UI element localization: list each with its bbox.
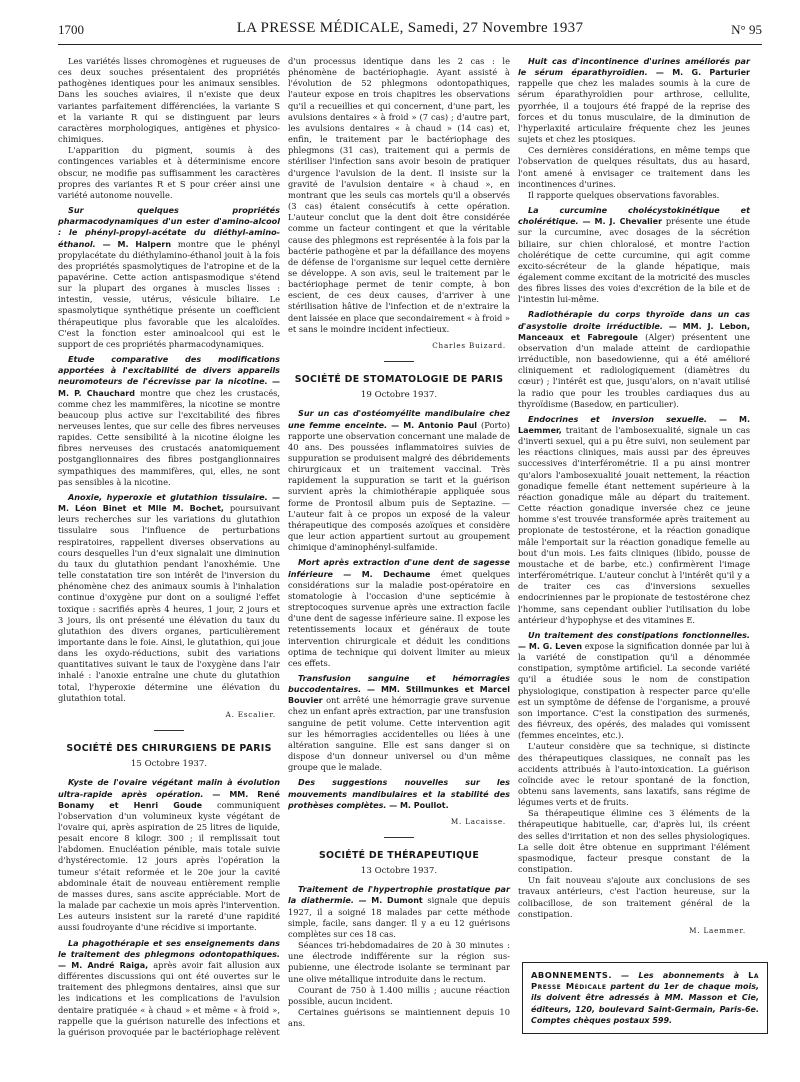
article-title: Anoxie, hyperoxie et glutathion tissulaire.	[68, 491, 268, 502]
article-title: Sur quelques propriétés pharmacodynamiques d'un ester d'amino-alcool : le phényl-propyl-acétate du diéthyl-amino-éthanol.	[58, 205, 280, 249]
article-halpern	[58, 205, 280, 350]
divider	[154, 730, 184, 731]
divider	[384, 361, 414, 362]
article-author: — M. J. Chevalier	[582, 217, 663, 227]
paragraph: Ces dernières considérations, en même temps que l'observation de quelques résultats, dus au hasard, l'ont amené à envisager ce traitement dans les incontinences d'urines.	[518, 145, 750, 189]
section-heading: SOCIÉTÉ DE STOMATOLOGIE DE PARIS	[294, 374, 504, 386]
journal-title: LA PRESSE MÉDICALE, Samedi, 27 Novembre 1937	[236, 20, 584, 36]
box-text: partent du 1er de chaque mois, ils doivent être adressés à MM. Masson et Cie, éditeurs, 120, boulevard Saint-Germain, Paris-6e. Comptes chèques postaux 599.	[531, 982, 760, 1025]
article-title: Transfusion sanguine et hémorragies buccodentaires.	[288, 672, 510, 695]
article-author: — M. G. Leven	[518, 641, 583, 651]
article-chevalier	[518, 205, 750, 305]
section-heading: SOCIÉTÉ DE THÉRAPEUTIQUE	[318, 850, 480, 861]
article-author: — M. Antonio Paul	[391, 420, 478, 430]
article-body: traitant de l'ambosexualité, signale un cas d'inverti sexuel, qui a pu être suivi, non seulement par les réactions cliniques, mais aussi par des épreuves successives d'interférométrie. Il a pu ainsi montrer qu'alors l'ambosexualité jouait nettement, la réaction gonadique femelle étant nettement supérieure à la réaction gonadique mâle au départ du traitement. Cette réaction gonadique inversée chez ce jeune homme s'est trouvée transformée après traitement au propionate de testostérone, et la réaction gonadique mâle l'emportait sur la réaction gonadique femelle au bout d'un mois. Les faits cliniques (libido, pousse de moustache et de barbe, etc.) confirmèrent l'image interférométrique. L'auteur conclut à l'intérêt qu'il y a de traiter ces cas d'inversions sexuelles endocriniennes par le propionate de testostérone chez l'homme, sans cependant oublier l'utilisation du lobe antérieur d'hypophyse et des vitamines E.	[518, 425, 751, 625]
article-author: — MM. J. Lebon, Manceaux et Fabregoule	[518, 321, 750, 342]
article-body: expose la signification donnée par lui à la variété de constipation qu'il a dénommée constipation, symptôme artificiel. La seconde variété qu'il a étudiée sous le nom de constipation physiologique, constipation à respecter parce qu'elle est un symptôme de défense de l'organisme, a prouvé son importance. C'est la constipation des surmenés, des fiévreux, des opérés, des malades qui vomissent (femmes enceintes, etc.).	[518, 640, 751, 741]
paragraph: L'auteur considère que sa technique, si distincte des thérapeutiques classiques, ne connaît pas les accidents attribués à l'auto-intoxication. La guérison coïncide avec le retour spontané de la fonction, obtenu sans lavements, sans laxatifs, sans régime de légumes verts et de fruits.	[518, 741, 750, 808]
paragraph: Les variétés lisses chromogènes et rugueuses de ces deux souches présentaient des propriétés pathogènes identiques pour les animaux sensibles. Dans les souches aviaires, il n'existe que deux variantes parfaitement différenciées, la variante S et la variante R qui se distinguent par leurs caractères morphologiques, antigènes et physico-chimiques.	[58, 56, 280, 145]
article-author: — M. Laemmer,	[518, 414, 750, 435]
article-laemmer	[518, 414, 750, 626]
column-1	[58, 56, 280, 1038]
paragraph: Séances tri-hebdomadaires de 20 à 30 minutes : une électrode indifférente sur la région sus-pubienne, une électrode isolante se terminant par une olive métallique introduite dans le rectum.	[288, 940, 510, 984]
article-author: — M. Dumont	[358, 896, 423, 906]
box-journal-name: La Presse Médicale	[531, 970, 760, 992]
paragraph: L'apparition du pigment, soumis à des contingences variables et à déterminisme encore obscur, ne modifie pas suffisamment les caractères propres des variantes R et S pour créer ainsi une variété autonome nouvelle.	[58, 145, 280, 200]
article-body: émet quelques considérations sur la maladie post-opératoire en stomatologie à l'occasion d'une septicémie à streptocoques survenue après une extraction facile d'une dent de sagesse inférieure saine. Il expose les retentissements locaux et généraux de toute intervention chirurgicale et déduit les conditions optima de technique qui doivent limiter au mieux ces effets.	[288, 568, 511, 668]
paragraph: Certaines guérisons se maintiennent depuis 10 ans.	[288, 1007, 510, 1029]
article-body: poursuivant leurs recherches sur les variations du glutathion tissulaire sous l'influence de perturbations respiratoires, rappellent diverses observations au cours desquelles l'un d'eux signalait une diminution du taux du glutathion pendant l'anoxhémie. Une telle constatation tire son intérêt de l'inversion du phénomène chez des animaux soumis à l'inhalation continue d'oxygène pur dont on a souligné l'effet toxique : sacrifiés après 4 heures, 1 jour, 2 jours et 3 jours, ils ont présenté une élévation du taux du glutathion des divers organes, particulièrement importante dans le foie. Ainsi, le glutathion, qui joue dans les oxydo-réductions, subit des variations quantitatives suivant le taux de l'oxygène dans l'air inhalé : l'anoxie entraîne une chute du glutathion total, l'hyperoxie détermine une élévation du glutathion total.	[58, 503, 280, 703]
article-body: communiquent l'observation d'un volumineux kyste végétant de l'ovaire qui, après aspiration de 25 litres de liquide, pesait encore 8 kilogr. 300 ; il remplissait tout l'abdomen. Enucléation pénible, mais totale suivie d'hystérectomie. 12 jours après l'opération la tumeur s'était reformée et le 20e jour la cavité abdominale était de nouveau entièrement remplie de masses dures, sans ascite appréciable. Mort de la malade par cachexie un mois après l'intervention. Les auteurs insistent sur la rareté d'une rapidité aussi foudroyante d'une récidive si importante.	[58, 799, 280, 933]
article-title: Endocrines et inversion sexuelle.	[528, 413, 708, 424]
article-title: Des suggestions nouvelles sur les mouvements mandibulaires et la stabilité des prothèses complètes.	[288, 777, 510, 810]
page-number: 1700	[58, 22, 84, 37]
article-binet	[58, 492, 280, 704]
section-date: 13 Octobre 1937.	[360, 866, 438, 877]
paragraph: Sa thérapeutique élimine ces 3 éléments de la thérapeutique habituelle, car, d'après lui, ils créent des selles d'irritation et non des selles physiologiques. La selle doit être obtenue en supprimant l'élément spasmodique, facteur presque constant de la constipation.	[518, 808, 750, 875]
article-body: (Porto) rapporte une observation concernant une malade de 40 ans. Des poussées inflammatoires suivies de suppuration se produisent malgré des débridements chirurgicaux et un traitement vaccinal. Très rapidement la suppuration se tarit et la guérison survient après la chimiothérapie appliquée sous forme de Prontosil album puis de Septazine. — L'auteur fait à ce propos un exposé de la valeur thérapeutique des composés azoïques et considère que leur action appartient surtout au groupement chimique d'aminophényl-sulfamide.	[288, 419, 510, 553]
article-lebon	[518, 309, 750, 409]
page-header	[58, 20, 762, 45]
article-title: La curcumine cholécystokinétique et cholérétique.	[518, 205, 750, 227]
article-poullot	[288, 777, 510, 810]
column-2	[288, 56, 510, 1029]
article-body: signale que depuis 1927, il a soigné 18 malades par cette méthode simple, facile, sans danger. Il y a eu 12 guérisons complètes sur ces 18 cas.	[288, 895, 510, 939]
signature: M. Lacaisse.	[450, 816, 506, 826]
article-paul	[288, 408, 510, 553]
box-text: — Les abonnements à	[621, 971, 739, 980]
article-bonamy	[58, 777, 280, 933]
article-body: présente une étude sur la curcumine, avec dosages de la sécrétion biliaire, sur chien chloralosé, et montre l'action cholérétique de cette curcumine, qui agit comme excito-sécréteur de la glande hépatique, mais également comme excitant de la motricité des muscles des fibres lisses des voies d'excrétion de la bile et de l'intestin lui-même.	[518, 216, 751, 305]
article-title: Sur un cas d'ostéomyélite mandibulaire chez une femme enceinte.	[288, 408, 510, 430]
signature: M. Laemmer.	[689, 925, 746, 935]
article-author: — M. P. Chauchard	[58, 377, 280, 398]
article-author: — MM. René Bonamy et Henri Goude	[58, 789, 280, 810]
subscriptions-box	[522, 962, 768, 1034]
article-title: Mort après extraction d'une dent de sagesse inférieure	[288, 557, 510, 579]
article-author: — M. Dechaume	[343, 569, 431, 579]
article-body: montre que le phényl propylacétate du diéthylamino-éthanol jouit à la fois des propriétés spasmolytiques de l'atropine et de la papavérine. Cette action antispasmodique s'étend sur la plupart des organes à muscles lisses : intestin, vessie, utérus, vésicule biliaire. Le spasmolytique synthétique présente un coefficient thérapeutique plus favorable que les alcaloïdes. C'est la fonction ester aminoalcool qui est le support de ces propriétés pharmacodynamiques.	[58, 238, 281, 349]
article-title: Traitement de l'hypertrophie prostatique par la diathermie.	[288, 884, 510, 906]
article-author: — M. André Raiga,	[58, 960, 149, 970]
section-date: 19 Octobre 1937.	[360, 390, 438, 401]
article-title: Etude comparative des modifications apportées à l'excitabilité de divers appareils neuromoteurs de l'écrevisse par la nicotine.	[58, 354, 280, 387]
paragraph: d'un processus identique dans les 2 cas : le phénomène de bactériophagie. Ayant assisté à l'évolution de 52 phlegmons odontopathiques, l'auteur expose en trois chapitres les observations qu'il a recueillies et qui concernent, d'une part, les avulsions dentaires « à froid » (7 cas) ; d'autre part, les avulsions dentaires « à chaud » (14 cas) et, enfin, le traitement par le bactériophage des phlegmons (31 cas), traitement qui a permis de stériliser l'infection sans avoir besoin de pratiquer d'urgence l'avulsion de la dent. Il insiste sur la gravité de l'avulsion dentaire « à chaud », en montrant que les seuls cas mortels qu'il a observés (3 cas) étaient consécutifs à cette opération. L'auteur conclut que la dent doit être considérée comme un facteur contingent et que la véritable cause des phlegmons est représentée à la fois par la bactérie pathogène et par la défaillance des moyens de défense de l'organisme sur lequel cette dernière se développe. A son avis, seul le traitement par le bactériophage permet de tenir compte, à bon escient, de ces deux causes, d'arriver à une stérilisation hâtive de l'infection et de n'extraire la dent laissée en place que secondairement « à froid » et sans le moindre incident infectieux.	[288, 56, 511, 334]
article-body: montre que chez les crustacés, comme chez les mammifères, la nicotine se montre beaucoup plus active sur l'excitabilité des fibres nerveuses lentes, que sur celle des fibres nerveuses rapides. Cette sensibilité à la nicotine éloigne les fibres nerveuses des crustacés anatomiquement postganglionnaires des fibres postganglionnaires sympathiques des mammifères, qui, elles, ne sont pas sensibles à la nicotine.	[58, 387, 280, 487]
article-author: — M. Léon Binet et Mlle M. Bochet,	[58, 492, 280, 514]
article-stillmunkes	[288, 673, 510, 773]
article-title: Huit cas d'incontinence d'urines améliorés par le sérum éparathyroïdien.	[518, 56, 750, 78]
paragraph: Il rapporte quelques observations favorables.	[528, 189, 720, 200]
article-title: Radiothérapie du corps thyroïde dans un cas d'asystolie droite irréductible.	[518, 309, 750, 331]
article-leven	[518, 630, 750, 742]
article-title: Un traitement des constipations fonctionnelles.	[528, 629, 750, 640]
article-body: (Alger) présentent une observation d'un malade atteint de cardiopathie irréductible, non basedowienne, qui a été amélioré cliniquement et radiologiquement (diamètres du cœur) ; l'intérêt est que, jusqu'alors, on n'avait utilisé la radio que pour les troubles cardiaques dus au thyroïdisme (Basedow, en particulier).	[518, 331, 750, 409]
signature: Charles Buizard.	[432, 340, 506, 350]
issue-number: N° 95	[731, 22, 762, 37]
article-parturier	[518, 56, 750, 145]
divider	[384, 837, 414, 838]
article-body: après avoir fait allusion aux différentes discussions qui ont été ouvertes sur le traitement des phlegmons dentaires, ainsi que sur les indications et les complications de l'avulsion dentaire pratiquée « à chaud » et même « à froid », rappelle que la guérison naturelle des infections et la guérison provoquée par le bactériophage relèvent	[58, 959, 281, 1037]
article-body: ont arrêté une hémorragie grave survenue chez un enfant après extraction, par une transfusion sanguine de petit volume. Cette intervention agit sur les hémorragies accidentelles ou liées à une altération sanguine. Elle est sans danger si on dispose d'un donneur universel ou d'un même groupe que le malade.	[288, 695, 510, 773]
box-label: ABONNEMENTS.	[531, 970, 613, 980]
article-dechaume	[288, 557, 510, 669]
signature: A. Escalier.	[225, 709, 276, 719]
article-author: — M. G. Parturier	[655, 68, 750, 78]
article-author: — M. Poullot.	[389, 800, 449, 810]
article-title: La phagothérapie et ses enseignements dans le traitement des phlegmons odontopathiques.	[58, 937, 280, 959]
article-dumont	[288, 884, 510, 940]
article-author: — MM. Stillmunkes et Marcel Bouvier	[288, 685, 510, 706]
paragraph: Un fait nouveau s'ajoute aux conclusions de ses travaux antérieurs, c'est l'action heureuse, sur la colibacillose, de son traitement général de la constipation.	[518, 875, 750, 919]
article-body: rappelle que chez les malades soumis à la cure de sérum éparathyroïdien pour arthrose, cellulite, pyorrhée, il a toujours été frappé de la reprise des forces et du tonus musculaire, de la diminution de l'hyperlaxité articulaire fréquente chez les jeunes sujets et chez les ptosiques.	[518, 78, 750, 145]
section-heading: SOCIÉTÉ DES CHIRURGIENS DE PARIS	[66, 743, 272, 755]
article-raiga	[58, 938, 280, 1038]
article-author: — M. Halpern	[102, 239, 172, 249]
article-chauchard	[58, 354, 280, 488]
section-date: 15 Octobre 1937.	[130, 759, 208, 770]
article-title: Kyste de l'ovaire végétant malin à évolution ultra-rapide après opération.	[58, 777, 280, 799]
paragraph: Courant de 750 à 1.400 millis ; aucune réaction possible, aucun incident.	[288, 984, 510, 1006]
column-3	[518, 56, 750, 940]
